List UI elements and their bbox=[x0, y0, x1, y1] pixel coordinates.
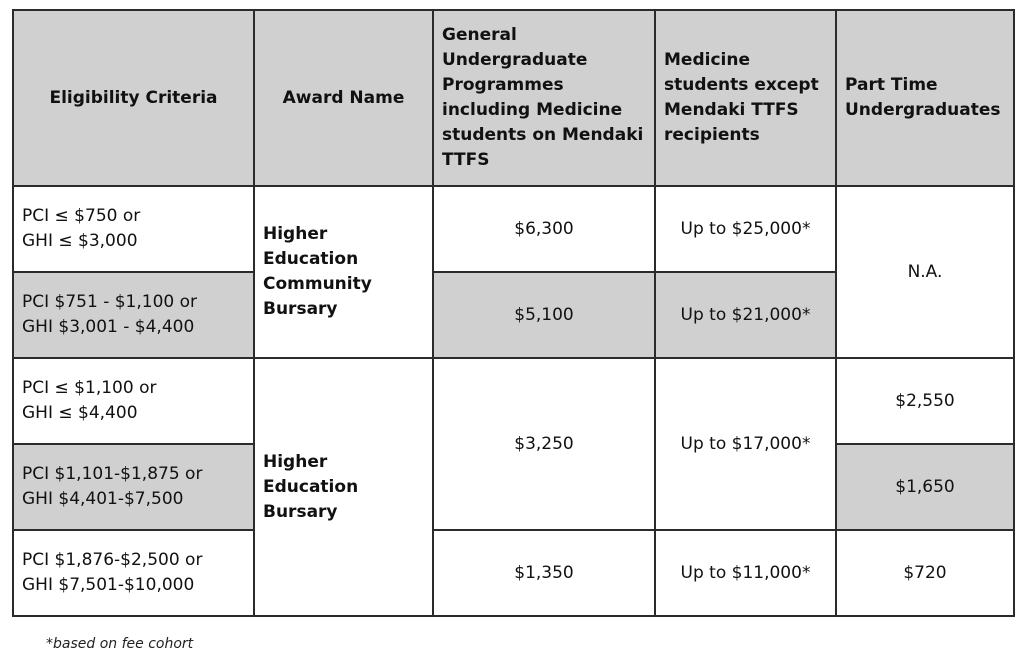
footnote: *based on fee cohort bbox=[46, 636, 194, 652]
criteria-line: PCI ≤ $750 or bbox=[22, 206, 141, 226]
medicine-amount: Up to $25,000* bbox=[655, 186, 836, 272]
table-row bbox=[13, 530, 1014, 616]
criteria-line: GHI ≤ $3,000 bbox=[22, 231, 138, 251]
table-row bbox=[13, 186, 1014, 272]
criteria-line: GHI $3,001 - $4,400 bbox=[22, 317, 195, 337]
criteria-line: PCI $1,876-$2,500 or bbox=[22, 550, 203, 570]
award-name-heb: Higher Education Bursary bbox=[254, 358, 433, 616]
general-amount: $5,100 bbox=[433, 272, 655, 358]
medicine-amount-heb: Up to $17,000* bbox=[655, 358, 836, 530]
criteria-line: GHI $7,501-$10,000 bbox=[22, 575, 195, 595]
parttime-amount: $1,650 bbox=[836, 444, 1014, 530]
criteria-cell bbox=[13, 444, 254, 530]
header-part-time: Part Time Undergraduates bbox=[836, 10, 1014, 186]
header-general-undergraduate: General Undergraduate Programmes including Medicine students on Mendaki TTFS bbox=[433, 10, 655, 186]
criteria-cell bbox=[13, 358, 254, 444]
parttime-amount: $2,550 bbox=[836, 358, 1014, 444]
header-award-name: Award Name bbox=[254, 10, 433, 186]
criteria-cell bbox=[13, 272, 254, 358]
parttime-amount-hecb: N.A. bbox=[836, 186, 1014, 358]
criteria-cell bbox=[13, 530, 254, 616]
header-medicine-students: Medicine students except Mendaki TTFS recipients bbox=[655, 10, 836, 186]
medicine-amount: Up to $11,000* bbox=[655, 530, 836, 616]
award-name-hecb: Higher Education Community Bursary bbox=[254, 186, 433, 358]
medicine-amount: Up to $21,000* bbox=[655, 272, 836, 358]
criteria-line: PCI $1,101-$1,875 or bbox=[22, 464, 203, 484]
general-amount-heb: $3,250 bbox=[433, 358, 655, 530]
criteria-line: PCI ≤ $1,100 or bbox=[22, 378, 157, 398]
bursary-table bbox=[12, 9, 1015, 617]
criteria-line: GHI $4,401-$7,500 bbox=[22, 489, 184, 509]
criteria-line: PCI $751 - $1,100 or bbox=[22, 292, 198, 312]
general-amount: $6,300 bbox=[433, 186, 655, 272]
header-eligibility-criteria: Eligibility Criteria bbox=[13, 10, 254, 186]
criteria-line: GHI ≤ $4,400 bbox=[22, 403, 138, 423]
criteria-cell bbox=[13, 186, 254, 272]
general-amount: $1,350 bbox=[433, 530, 655, 616]
parttime-amount: $720 bbox=[836, 530, 1014, 616]
header-row bbox=[13, 10, 1014, 186]
table-row bbox=[13, 358, 1014, 444]
